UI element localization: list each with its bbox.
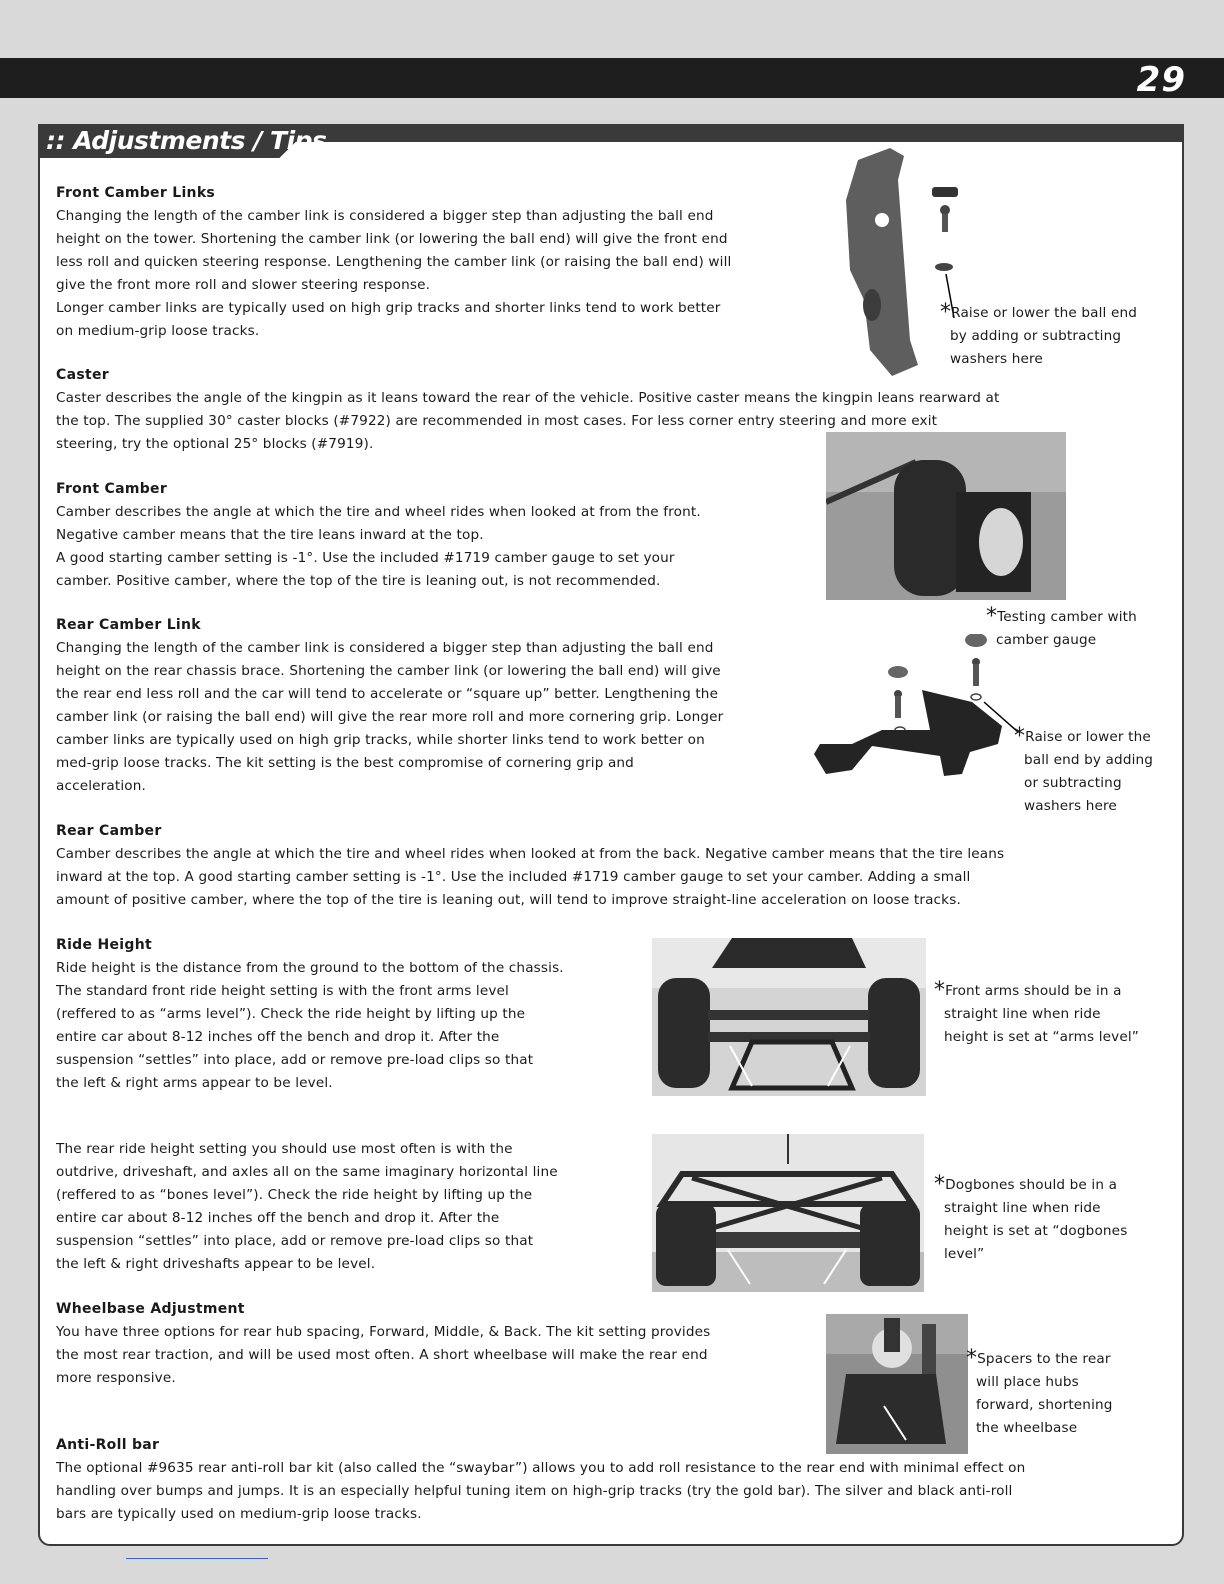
text-line: Changing the length of the camber link is considered a bigger step than adjusting the ball end (56, 640, 714, 656)
front-tower-caption: *Raise or lower the ball end by adding or subtracting washers here (940, 302, 1137, 371)
text-line: camber. Positive camber, where the top of the tire is leaning out, is not recommended. (56, 573, 661, 589)
caption-line: Raise or lower the (1025, 729, 1151, 745)
adjustments-panel (38, 124, 1184, 1546)
top-banner (0, 58, 1224, 98)
rear-camber-section (56, 820, 1176, 912)
text-line: the left & right arms appear to be level. (56, 1075, 333, 1091)
text-line: camber link (or raising the ball end) will give the rear more roll and more cornering grip. Longer (56, 709, 724, 725)
text-line: You have three options for rear hub spacing, Forward, Middle, & Back. The kit setting provides (56, 1324, 711, 1340)
text-line: Camber describes the angle at which the tire and wheel rides when looked at from the back. Negative camber means that the tire leans (56, 846, 1005, 862)
caption-line: by adding or subtracting (950, 328, 1122, 344)
front-camber-heading: Front Camber (56, 481, 168, 497)
caption-line: forward, shortening (976, 1397, 1113, 1413)
caption-line: height is set at “dogbones (944, 1223, 1128, 1239)
rear-camber-link-section (56, 614, 846, 798)
rear-camber-heading: Rear Camber (56, 823, 162, 839)
caption-line: straight line when ride (944, 1006, 1101, 1022)
caption-line: or subtracting (1024, 775, 1122, 791)
text-line: height on the tower. Shortening the camber link (or lowering the ball end) will give the front end (56, 231, 728, 247)
caption-line: washers here (950, 351, 1043, 367)
text-line: on medium-grip loose tracks. (56, 323, 260, 339)
front-arms-photo (652, 938, 926, 1096)
caption-line: Front arms should be in a (945, 983, 1122, 999)
text-line: entire car about 8-12 inches off the bench and drop it. After the (56, 1210, 500, 1226)
text-line: The optional #9635 rear anti-roll bar kit (also called the “swaybar”) allows you to add roll resistance to the rear end with minimal effect on (56, 1460, 1026, 1476)
caption-line: Dogbones should be in a (945, 1177, 1118, 1193)
caption-line: Raise or lower the ball end (951, 305, 1138, 321)
text-line: med-grip loose tracks. The kit setting is the best compromise of cornering grip and (56, 755, 634, 771)
text-line: camber links are typically used on high grip tracks, while shorter links tend to work better on (56, 732, 705, 748)
caption-line: Spacers to the rear (977, 1351, 1111, 1367)
dogbones-photo (652, 1134, 924, 1292)
caption-line: the wheelbase (976, 1420, 1078, 1436)
text-line: more responsive. (56, 1370, 176, 1386)
caption-line: level” (944, 1246, 985, 1262)
anti-roll-section (56, 1434, 1176, 1526)
text-line: Changing the length of the camber link is considered a bigger step than adjusting the ball end (56, 208, 714, 224)
caption-line: ball end by adding (1024, 752, 1154, 768)
text-line: suspension “settles” into place, add or remove pre-load clips so that (56, 1233, 534, 1249)
camber-gauge-photo (826, 432, 1066, 600)
text-line: Longer camber links are typically used on high grip tracks and shorter links tend to work better (56, 300, 721, 316)
caption-line: height is set at “arms level” (944, 1029, 1139, 1045)
ride-height-section (56, 934, 656, 1095)
caption-line: washers here (1024, 798, 1117, 814)
caption-line: Testing camber with (997, 609, 1137, 625)
text-line: The rear ride height setting you should use most often is with the (56, 1141, 513, 1157)
text-line: the most rear traction, and will be used most often. A short wheelbase will make the rear end (56, 1347, 708, 1363)
wheelbase-heading: Wheelbase Adjustment (56, 1301, 245, 1317)
anti-roll-heading: Anti-Roll bar (56, 1437, 160, 1453)
ride-height-heading: Ride Height (56, 937, 152, 953)
rear-camber-link-heading: Rear Camber Link (56, 617, 201, 633)
text-line: steering, try the optional 25° blocks (#7919). (56, 436, 374, 452)
rear-brace-illustration (812, 634, 1022, 784)
rear-ride-height-section (56, 1138, 656, 1276)
footer-link-underline[interactable] (126, 1558, 268, 1559)
text-line: (reffered to as “arms level”). Check the ride height by lifting up the (56, 1006, 526, 1022)
text-line: A good starting camber setting is -1°. Use the included #1719 camber gauge to set your (56, 550, 675, 566)
text-line: handling over bumps and jumps. It is an especially helpful tuning item on high-grip tracks (try the gold bar). The silver and black anti-roll (56, 1483, 1013, 1499)
caption-line: will place hubs (976, 1374, 1079, 1390)
front-camber-links-heading: Front Camber Links (56, 185, 216, 201)
text-line: Negative camber means that the tire leans inward at the top. (56, 527, 484, 543)
spacers-photo (826, 1314, 968, 1454)
camber-gauge-caption: *Testing camber with camber gauge (986, 606, 1137, 652)
text-line: less roll and quicken steering response. Lengthening the camber link (or raising the ball end) will (56, 254, 732, 270)
page-number: 29 (1136, 60, 1186, 100)
text-line: The standard front ride height setting is with the front arms level (56, 983, 509, 999)
front-arms-caption: *Front arms should be in a straight line when ride height is set at “arms level” (934, 980, 1139, 1049)
text-line: bars are typically used on medium-grip loose tracks. (56, 1506, 422, 1522)
spacers-caption: *Spacers to the rear will place hubs forward, shortening the wheelbase (966, 1348, 1113, 1440)
text-line: Camber describes the angle at which the tire and wheel rides when looked at from the front. (56, 504, 701, 520)
text-line: entire car about 8-12 inches off the bench and drop it. After the (56, 1029, 500, 1045)
rear-brace-caption: *Raise or lower the ball end by adding or subtracting washers here (1014, 726, 1153, 818)
text-line: Caster describes the angle of the kingpin as it leans toward the rear of the vehicle. Positive caster means the kingpin leans rearward at (56, 390, 1000, 406)
caption-line: straight line when ride (944, 1200, 1101, 1216)
dogbones-caption: *Dogbones should be in a straight line when ride height is set at “dogbones level” (934, 1174, 1127, 1266)
caster-heading: Caster (56, 367, 109, 383)
text-line: the left & right driveshafts appear to be level. (56, 1256, 376, 1272)
caption-line: camber gauge (996, 632, 1097, 648)
text-line: the rear end less roll and the car will tend to accelerate or “square up” better. Lengthening the (56, 686, 719, 702)
front-camber-links-section (56, 182, 856, 343)
wheelbase-section (56, 1298, 836, 1390)
text-line: (reffered to as “bones level”). Check the ride height by lifting up the (56, 1187, 533, 1203)
text-line: give the front more roll and slower steering response. (56, 277, 431, 293)
text-line: amount of positive camber, where the top of the tire is leaning out, will tend to improve straight-line acceleration on loose tracks. (56, 892, 961, 908)
text-line: outdrive, driveshaft, and axles all on the same imaginary horizontal line (56, 1164, 558, 1180)
text-line: the top. The supplied 30° caster blocks (#7922) are recommended in most cases. For less corner entry steering and more exit (56, 413, 938, 429)
text-line: suspension “settles” into place, add or remove pre-load clips so that (56, 1052, 534, 1068)
front-camber-section (56, 478, 826, 593)
text-line: inward at the top. A good starting camber setting is -1°. Use the included #1719 camber gauge to set your camber. Adding a small (56, 869, 971, 885)
text-line: Ride height is the distance from the ground to the bottom of the chassis. (56, 960, 564, 976)
text-line: height on the rear chassis brace. Shortening the camber link (or lowering the ball end) will give (56, 663, 721, 679)
text-line: acceleration. (56, 778, 147, 794)
section-title: :: Adjustments / Tips (46, 126, 327, 155)
